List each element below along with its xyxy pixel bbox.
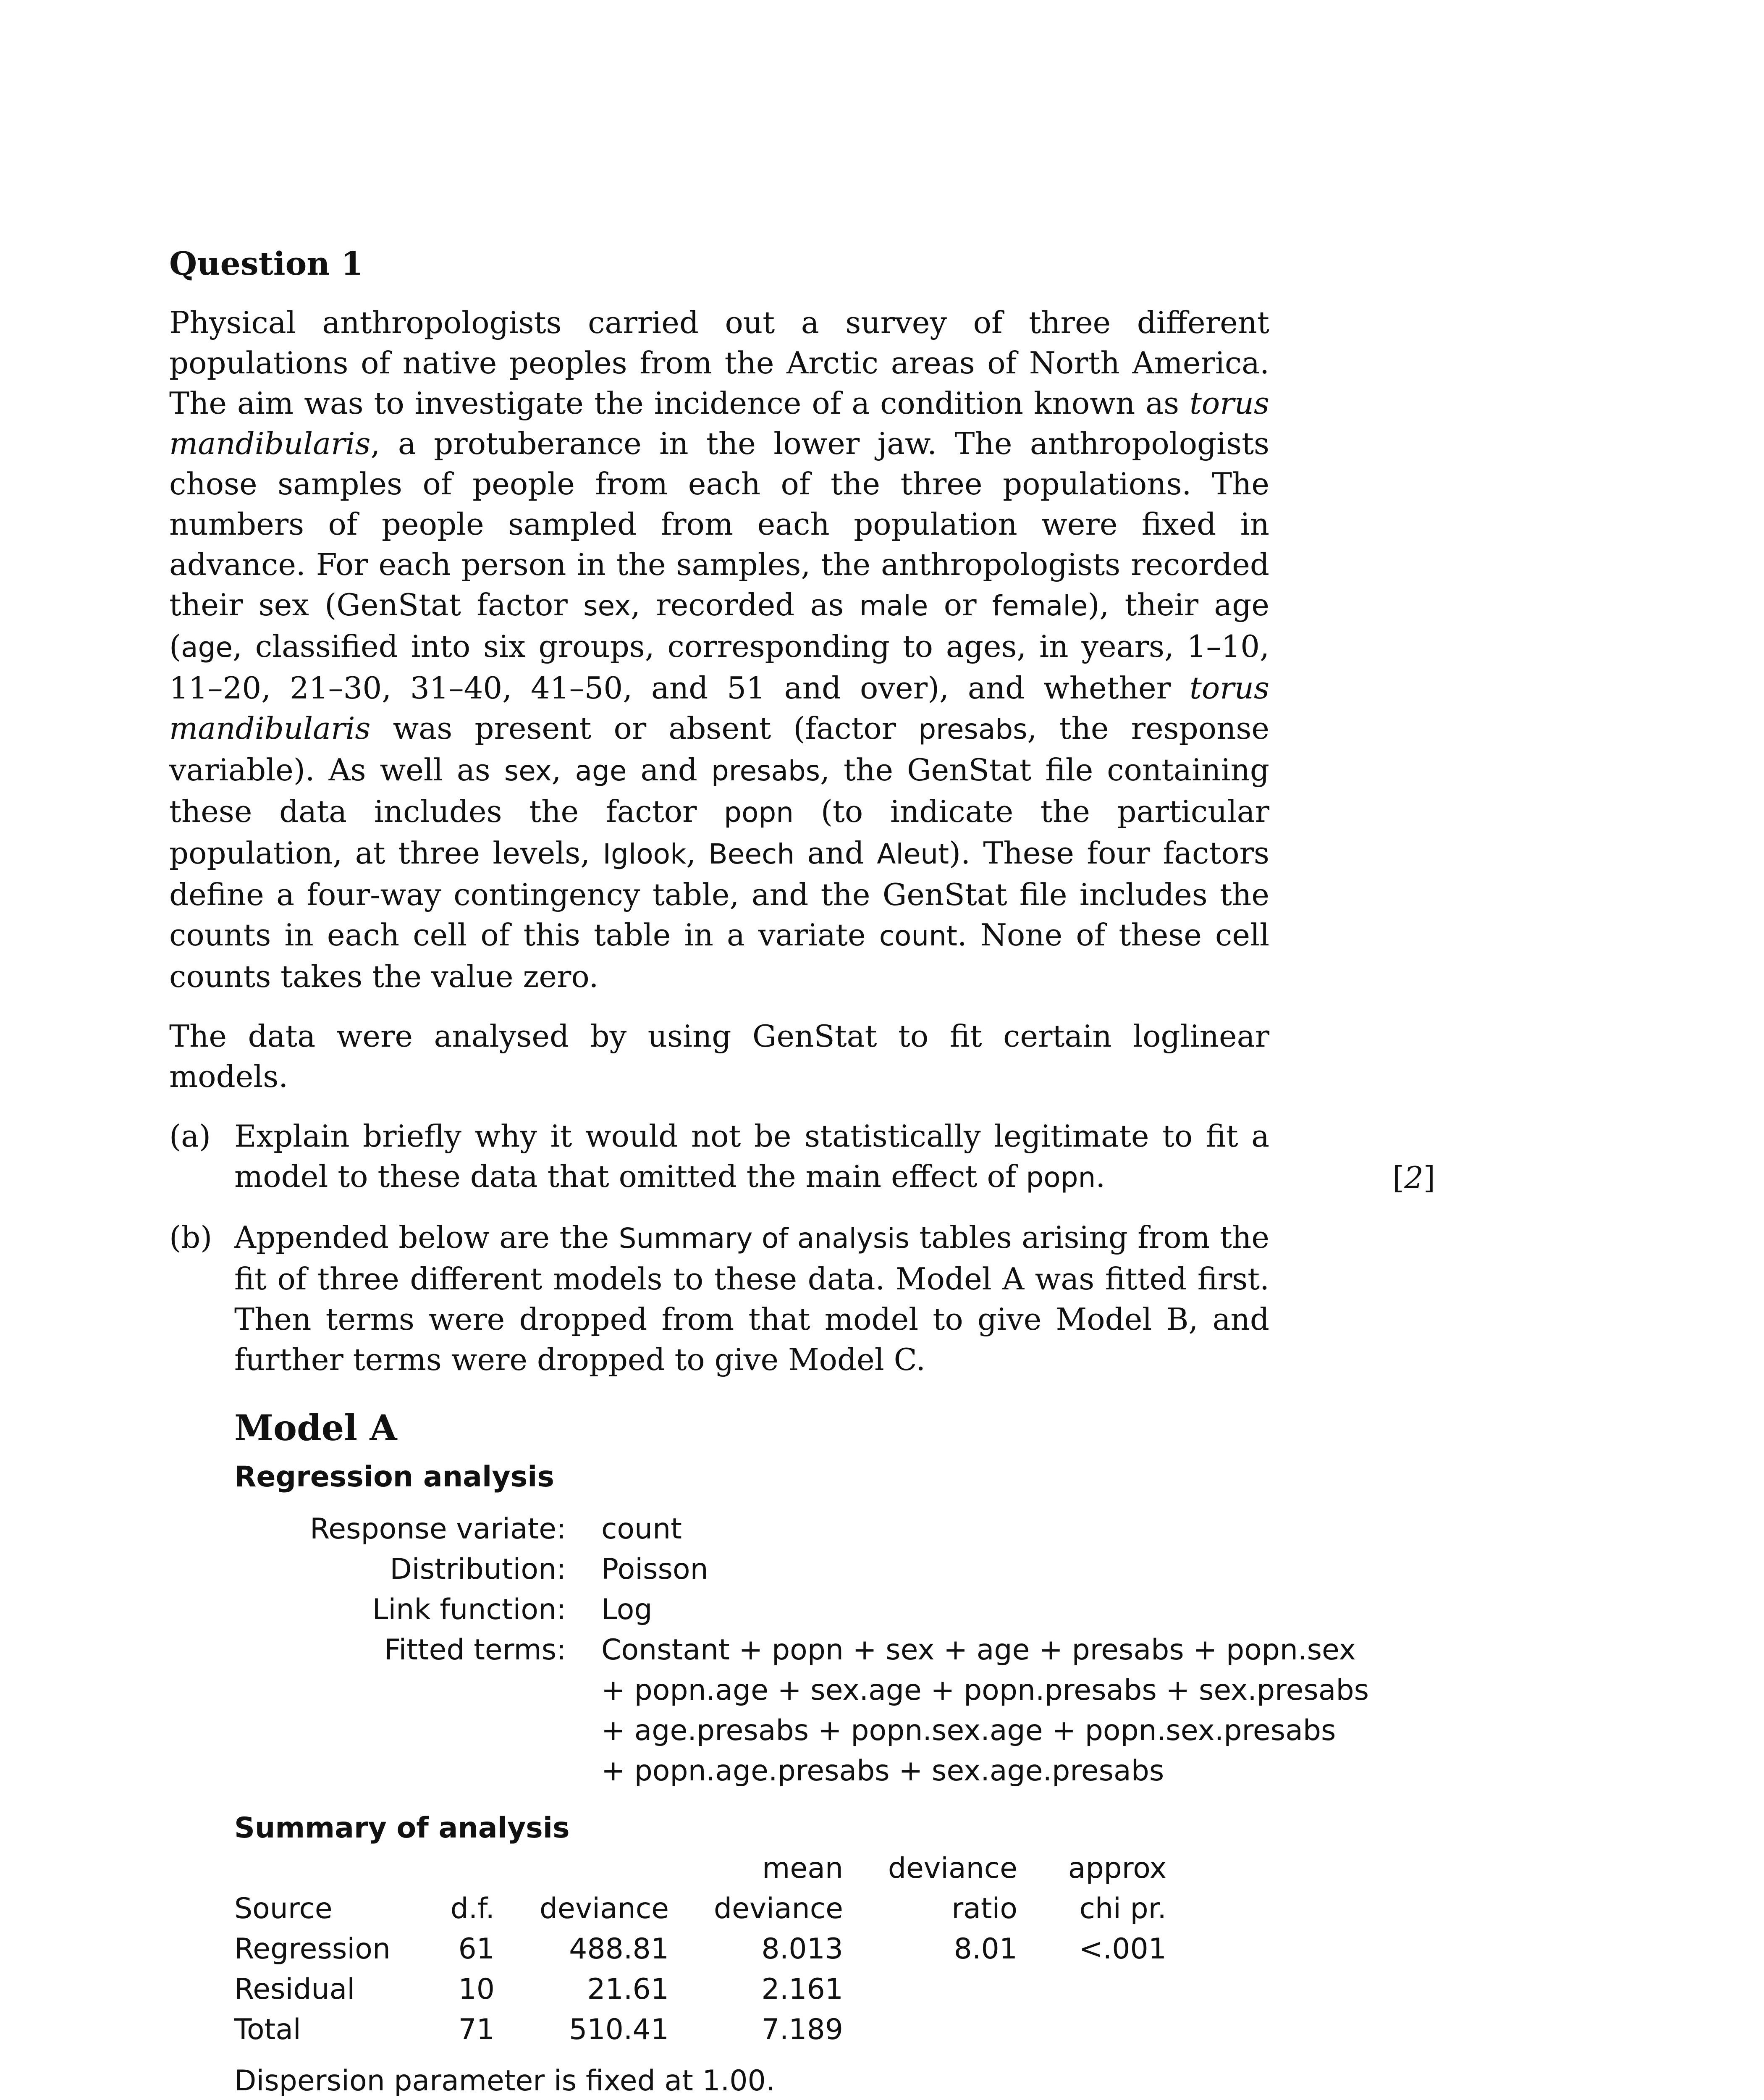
intro-paragraph: Physical anthropologists carried out a survey of three different populations of native peoples from the Arctic areas of North America. The aim was to investigate the incidence of a condition known as torus mandibularis, a protuberance in the lower jaw. The anthropologists chose samples of people from each of the three populations. The numbers of people sampled from each population were fixed in advance. For each person in the samples, the anthropologists recorded their sex (GenStat factor sex, recorded as male or female), their age (age, classified into six groups, corresponding to ages, in years, 1–10, 11–20, 21–30, 31–40, 41–50, and 51 and over), and whether torus mandibularis was present or absent (factor presabs, the response variable). As well as sex, age and presabs, the GenStat file containing these data includes the factor popn (to indicate the particular population, at three levels, Iglook, Beech and Aleut). These four factors define a four-way contingency table, and the GenStat file includes the counts in each cell of this table in a variate count. None of these cell counts takes the value zero. xyxy=(169,305,1270,994)
fitted-terms-label: Fitted terms: xyxy=(384,1633,566,1667)
table-row xyxy=(234,1969,1166,2010)
header-cell: ratio xyxy=(951,1892,1017,1925)
header-top-cell: approx xyxy=(1068,1852,1166,1885)
regression-details xyxy=(310,1509,1369,1791)
fitted-terms-value xyxy=(601,1630,1369,1791)
model-a-output xyxy=(234,1405,1370,2100)
summary-table xyxy=(234,1848,1166,2050)
part-b xyxy=(169,1217,1269,1380)
fitted-terms-line: + popn.age + sex.age + popn.presabs + sex.presabs xyxy=(601,1674,1369,1707)
header-top-cell xyxy=(411,1848,495,1889)
df-cell: 61 xyxy=(458,1932,495,1966)
part-b-text: Appended below are the Summary of analysis tables arising from the fit of three different models to these data. Model A was fitted first. Then terms were dropped from that model to give Model B, and further terms were dropped to give Model C. xyxy=(234,1220,1269,1377)
table-row xyxy=(234,2010,1166,2050)
regression-analysis-title: Regression analysis xyxy=(234,1460,554,1494)
distribution-value: Poisson xyxy=(601,1553,708,1586)
summary-of-analysis-title: Summary of analysis xyxy=(234,1811,570,1845)
deviance-ratio-cell xyxy=(843,2010,1017,2050)
header-top-cell xyxy=(495,1848,669,1889)
fitted-terms-line: Constant + popn + sex + age + presabs + popn.sex xyxy=(601,1633,1356,1667)
df-cell: 10 xyxy=(458,1973,495,2006)
model-a-title: Model A xyxy=(234,1407,397,1449)
fitted-terms-row xyxy=(310,1630,1369,1791)
question-heading: Question 1 xyxy=(169,245,363,282)
link-function-value: Log xyxy=(601,1593,653,1626)
header-top-cell: mean xyxy=(762,1852,843,1885)
mean-deviance-cell: 7.189 xyxy=(761,2013,843,2046)
mean-deviance-cell: 2.161 xyxy=(761,1973,843,2006)
header-top-cell: deviance xyxy=(888,1852,1017,1885)
header-cell: deviance xyxy=(713,1892,843,1925)
source-cell: Residual xyxy=(234,1973,355,2006)
header-cell: deviance xyxy=(539,1892,669,1925)
summary-header xyxy=(234,1889,1166,1929)
chi-pr-cell xyxy=(1017,2010,1166,2050)
part-b-label: (b) xyxy=(169,1220,212,1255)
deviance-cell: 21.61 xyxy=(587,1973,669,2006)
distribution-row xyxy=(310,1549,1369,1590)
deviance-ratio-cell: 8.01 xyxy=(954,1932,1017,1966)
link-function-label: Link function: xyxy=(372,1593,566,1626)
table-row xyxy=(234,1929,1166,1969)
deviance-cell: 488.81 xyxy=(569,1932,669,1966)
part-a xyxy=(169,1116,1435,1198)
header-cell: Source xyxy=(234,1892,333,1925)
fitted-terms-line: + age.presabs + popn.sex.age + popn.sex.presabs xyxy=(601,1714,1336,1747)
fitted-terms-line: + popn.age.presabs + sex.age.presabs xyxy=(601,1754,1164,1788)
deviance-ratio-cell xyxy=(843,1969,1017,2010)
analysis-sentence: The data were analysed by using GenStat to fit certain loglinear models. xyxy=(169,1018,1269,1094)
response-variate-label: Response variate: xyxy=(310,1512,566,1546)
page-content xyxy=(169,244,1435,2100)
distribution-label: Distribution: xyxy=(390,1553,566,1586)
response-variate-row xyxy=(310,1509,1369,1549)
link-function-row xyxy=(310,1590,1369,1630)
dispersion-note: Dispersion parameter is fixed at 1.00. xyxy=(234,2064,775,2097)
deviance-cell: 510.41 xyxy=(569,2013,669,2046)
mean-deviance-cell: 8.013 xyxy=(761,1932,843,1966)
response-variate-value: count xyxy=(601,1512,682,1546)
chi-pr-cell xyxy=(1017,1969,1166,2010)
part-a-label: (a) xyxy=(169,1118,211,1154)
part-a-marks: [2] xyxy=(1392,1160,1435,1195)
part-a-text: Explain briefly why it would not be statistically legitimate to fit a model to these data that omitted the main effect of popn. xyxy=(234,1118,1269,1194)
summary-header-top xyxy=(234,1848,1166,1889)
source-cell: Regression xyxy=(234,1932,391,1966)
chi-pr-cell: <.001 xyxy=(1079,1932,1166,1966)
source-cell: Total xyxy=(234,2013,301,2046)
df-cell: 71 xyxy=(458,2013,495,2046)
header-top-cell xyxy=(234,1848,411,1889)
header-cell: chi pr. xyxy=(1079,1892,1166,1925)
header-cell: d.f. xyxy=(450,1892,495,1925)
